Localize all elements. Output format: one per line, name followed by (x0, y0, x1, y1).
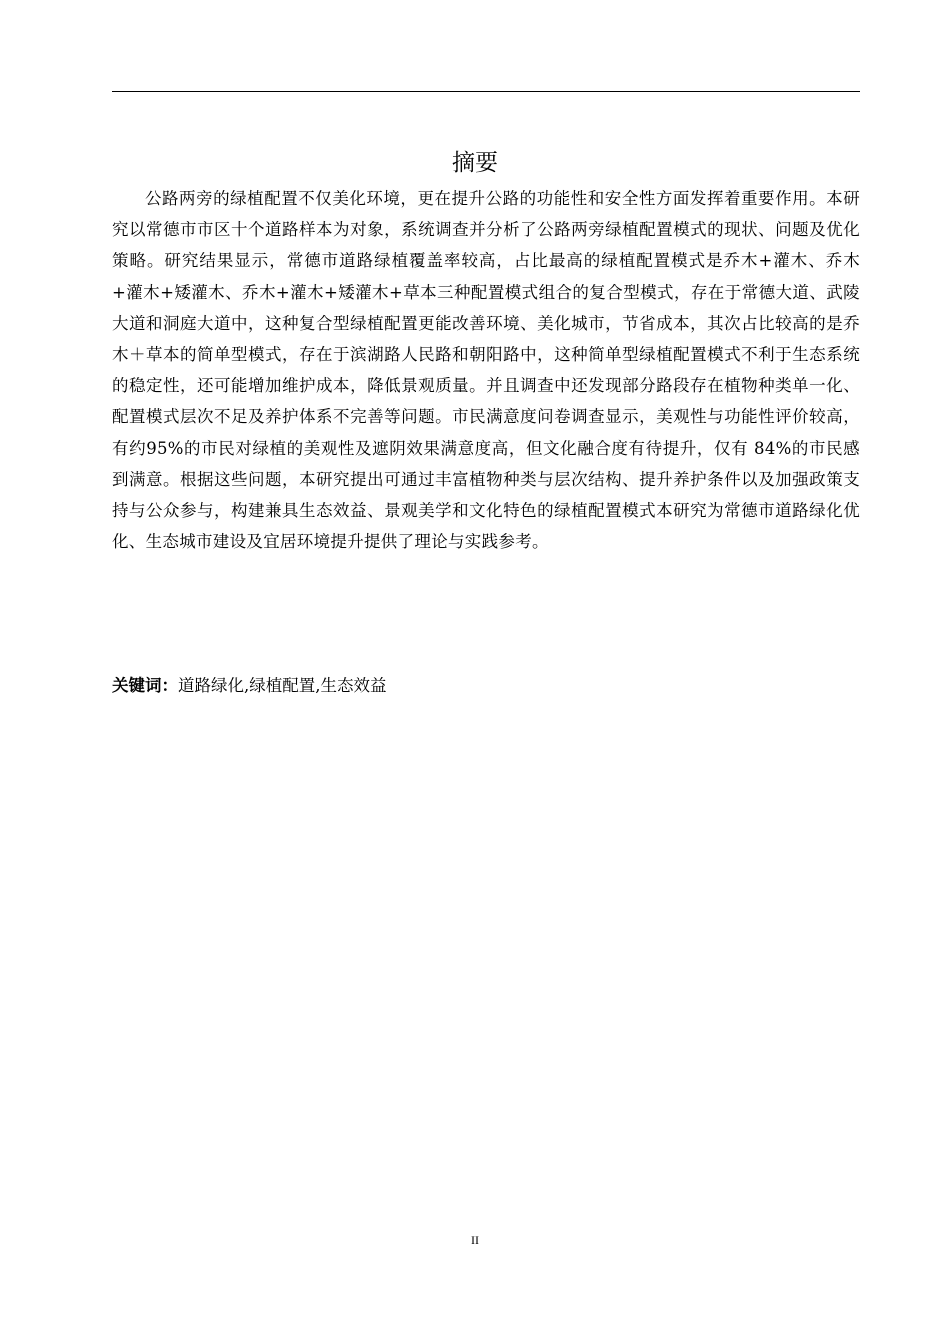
page-number: II (471, 1233, 479, 1247)
abstract-title: 摘要 (452, 150, 498, 176)
keywords-label: 关键词： (112, 676, 178, 695)
keywords-line (112, 670, 860, 701)
abstract-body: 公路两旁的绿植配置不仅美化环境，更在提升公路的功能性和安全性方面发挥着重要作用。本研究以常德市市区十个道路样本为对象，系统调查并分析了公路两旁绿植配置模式的现状、问题及优化策略。研究结果显示，常德市道路绿植覆盖率较高，占比最高的绿植配置模式是乔木+灌木、乔木+灌木+矮灌木、乔木+灌木+矮灌木+草本三种配置模式组合的复合型模式，存在于常德大道、武陵大道和洞庭大道中，这种复合型绿植配置更能改善环境、美化城市，节省成本，其次占比较高的是乔木＋草本的简单型模式，存在于滨湖路人民路和朝阳路中，这种简单型绿植配置模式不利于生态系统的稳定性，还可能增加维护成本，降低景观质量。并且调查中还发现部分路段存在植物种类单一化、配置模式层次不足及养护体系不完善等问题。市民满意度问卷调查显示，美观性与功能性评价较高，有约95%的市民对绿植的美观性及遮阴效果满意度高，但文化融合度有待提升，仅有 84%的市民感到满意。根据这些问题，本研究提出可通过丰富植物种类与层次结构、提升养护条件以及加强政策支持与公众参与，构建兼具生态效益、景观美学和文化特色的绿植配置模式本研究为常德市道路绿化优化、生态城市建设及宜居环境提升提供了理论与实践参考。 (112, 189, 860, 552)
keywords-list: 道路绿化,绿植配置,生态效益 (178, 676, 387, 695)
header-rule (112, 91, 860, 92)
